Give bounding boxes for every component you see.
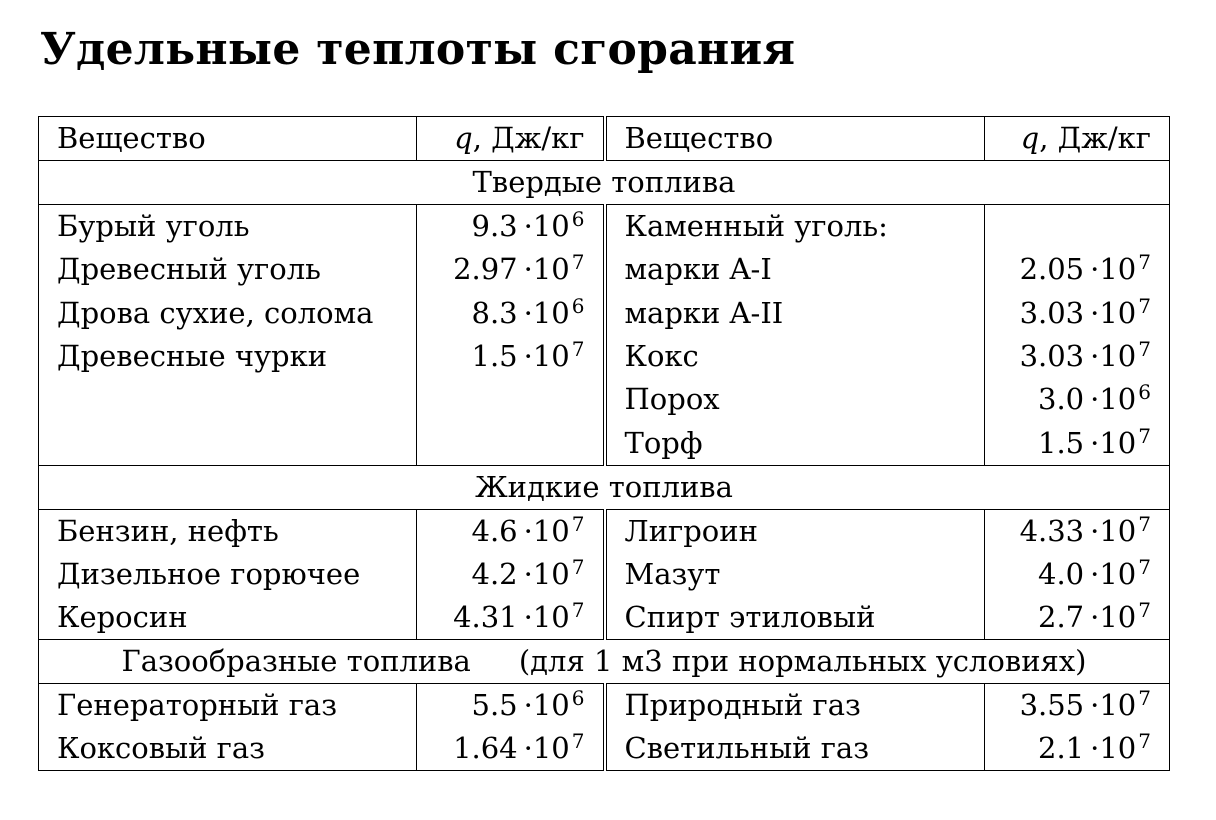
substance-name-left: Коксовый газ xyxy=(39,727,417,771)
value-exponent: 7 xyxy=(571,336,585,361)
heat-value-right xyxy=(985,422,1170,466)
value-exponent: 7 xyxy=(1138,250,1151,275)
value-mantissa: 1.5 xyxy=(471,338,518,373)
heat-value-right xyxy=(985,683,1170,727)
substance-name-left xyxy=(39,378,417,421)
multiply-dot: ·10 xyxy=(523,252,570,287)
header-substance-left: Вещество xyxy=(39,117,417,161)
heat-value-right xyxy=(985,248,1170,291)
multiply-dot: ·10 xyxy=(523,556,570,591)
section-title: Твердые топлива xyxy=(472,165,736,199)
heat-value-left xyxy=(417,422,605,466)
value-exponent: 7 xyxy=(1138,554,1151,579)
heat-value-left xyxy=(417,335,605,378)
table-row xyxy=(39,378,1170,421)
table-row xyxy=(39,509,1170,553)
value-exponent: 7 xyxy=(1138,728,1151,753)
table-row xyxy=(39,248,1170,291)
value-exponent: 6 xyxy=(571,293,585,318)
table-row xyxy=(39,683,1170,727)
substance-name-right: Каменный уголь: xyxy=(605,205,985,249)
heat-of-combustion-table xyxy=(38,116,1170,771)
value-mantissa: 2.1 xyxy=(1038,730,1085,765)
table-row xyxy=(39,422,1170,466)
q-symbol: q xyxy=(454,121,473,155)
value-mantissa: 2.7 xyxy=(1038,599,1085,634)
multiply-dot: ·10 xyxy=(523,338,570,373)
substance-name-left: Древесные чурки xyxy=(39,335,417,378)
heat-value-left xyxy=(417,291,605,334)
multiply-dot: ·10 xyxy=(523,295,570,330)
heat-value-right xyxy=(985,378,1170,421)
substance-name-left: Бензин, нефть xyxy=(39,509,417,553)
section-title-cell xyxy=(39,161,1170,205)
substance-name-right: марки A-II xyxy=(605,291,985,334)
substance-name-left: Дрова сухие, солома xyxy=(39,291,417,334)
table-row xyxy=(39,205,1170,249)
heat-value-left xyxy=(417,205,605,249)
multiply-dot: ·10 xyxy=(523,730,570,765)
value-exponent: 7 xyxy=(1138,336,1151,361)
multiply-dot: ·10 xyxy=(523,599,570,634)
heat-value-right xyxy=(985,205,1170,249)
value-mantissa: 5.5 xyxy=(471,687,518,722)
multiply-dot: ·10 xyxy=(1090,295,1137,330)
q-symbol: q xyxy=(1020,121,1040,155)
value-mantissa: 4.31 xyxy=(453,599,518,634)
table-row xyxy=(39,727,1170,771)
value-exponent: 7 xyxy=(571,511,585,536)
value-exponent: 6 xyxy=(1138,380,1151,405)
substance-name-left: Керосин xyxy=(39,596,417,640)
heat-value-left xyxy=(417,683,605,727)
multiply-dot: ·10 xyxy=(1090,556,1137,591)
substance-name-right: Кокс xyxy=(605,335,985,378)
section-header-row xyxy=(39,465,1170,509)
value-mantissa: 3.55 xyxy=(1019,687,1085,722)
section-title: Газообразные топлива xyxy=(121,643,471,678)
substance-name-right: марки A-I xyxy=(605,248,985,291)
multiply-dot: ·10 xyxy=(1090,338,1137,373)
value-exponent: 7 xyxy=(571,250,585,275)
value-exponent: 7 xyxy=(571,597,585,622)
multiply-dot: ·10 xyxy=(523,687,570,722)
substance-name-right: Порох xyxy=(605,378,985,421)
table-row xyxy=(39,596,1170,640)
value-mantissa: 4.33 xyxy=(1019,513,1085,548)
value-exponent: 7 xyxy=(1138,685,1151,710)
substance-name-right: Светильный газ xyxy=(605,727,985,771)
multiply-dot: ·10 xyxy=(1090,599,1137,634)
substance-name-left xyxy=(39,422,417,466)
multiply-dot: ·10 xyxy=(1090,730,1137,765)
value-exponent: 7 xyxy=(1138,423,1151,448)
value-exponent: 6 xyxy=(571,207,585,231)
heat-value-left xyxy=(417,596,605,640)
heat-value-right xyxy=(985,727,1170,771)
substance-name-left: Дизельное горючее xyxy=(39,553,417,596)
header-substance-right: Вещество xyxy=(605,117,985,161)
multiply-dot: ·10 xyxy=(1090,252,1137,287)
substance-name-right: Природный газ xyxy=(605,683,985,727)
value-exponent: 7 xyxy=(571,728,585,753)
value-mantissa: 4.2 xyxy=(471,556,518,591)
table-body xyxy=(39,117,1170,771)
value-mantissa: 1.5 xyxy=(1038,425,1085,460)
multiply-dot: ·10 xyxy=(1090,513,1137,548)
heat-value-right xyxy=(985,509,1170,553)
section-header-row xyxy=(39,161,1170,205)
substance-name-right: Спирт этиловый xyxy=(605,596,985,640)
heat-value-left xyxy=(417,248,605,291)
value-exponent: 7 xyxy=(1138,511,1151,536)
substance-name-right: Мазут xyxy=(605,553,985,596)
multiply-dot: ·10 xyxy=(523,209,570,243)
page-title: Удельные теплоты сгорания xyxy=(40,24,796,75)
heat-value-left xyxy=(417,509,605,553)
multiply-dot: ·10 xyxy=(523,513,570,548)
value-mantissa: 4.0 xyxy=(1038,556,1085,591)
substance-name-right: Торф xyxy=(605,422,985,466)
value-mantissa: 4.6 xyxy=(471,513,518,548)
header-q-right xyxy=(985,117,1170,161)
section-title-cell xyxy=(39,639,1170,683)
heat-value-left xyxy=(417,378,605,421)
value-mantissa: 1.64 xyxy=(453,730,518,765)
heat-value-right xyxy=(985,553,1170,596)
heat-value-right xyxy=(985,335,1170,378)
multiply-dot: ·10 xyxy=(1090,687,1137,722)
value-mantissa: 9.3 xyxy=(471,209,518,243)
value-exponent: 6 xyxy=(571,685,585,710)
value-mantissa: 2.05 xyxy=(1019,252,1085,287)
substance-name-left: Генераторный газ xyxy=(39,683,417,727)
substance-name-right: Лигроин xyxy=(605,509,985,553)
section-header-row xyxy=(39,639,1170,683)
section-note: (для 1 м3 при нормальных условиях) xyxy=(518,643,1087,678)
table-row xyxy=(39,335,1170,378)
q-unit: , Дж/кг xyxy=(472,121,585,155)
value-mantissa: 3.03 xyxy=(1019,295,1085,330)
section-title: Жидкие топлива xyxy=(475,469,733,504)
value-mantissa: 8.3 xyxy=(471,295,518,330)
value-exponent: 7 xyxy=(571,554,585,579)
table-row xyxy=(39,553,1170,596)
table-header-row xyxy=(39,117,1170,161)
substance-name-left: Бурый уголь xyxy=(39,205,417,249)
heat-value-left xyxy=(417,727,605,771)
heat-value-left xyxy=(417,553,605,596)
q-unit: , Дж/кг xyxy=(1039,121,1151,155)
value-mantissa: 2.97 xyxy=(453,252,518,287)
value-exponent: 7 xyxy=(1138,293,1151,318)
multiply-dot: ·10 xyxy=(1090,382,1137,417)
table-row xyxy=(39,291,1170,334)
value-exponent: 7 xyxy=(1138,597,1151,622)
value-mantissa: 3.03 xyxy=(1019,338,1085,373)
value-mantissa: 3.0 xyxy=(1038,382,1085,417)
section-title-cell xyxy=(39,465,1170,509)
header-q-left xyxy=(417,117,605,161)
heat-value-right xyxy=(985,291,1170,334)
heat-value-right xyxy=(985,596,1170,640)
multiply-dot: ·10 xyxy=(1090,425,1137,460)
substance-name-left: Древесный уголь xyxy=(39,248,417,291)
